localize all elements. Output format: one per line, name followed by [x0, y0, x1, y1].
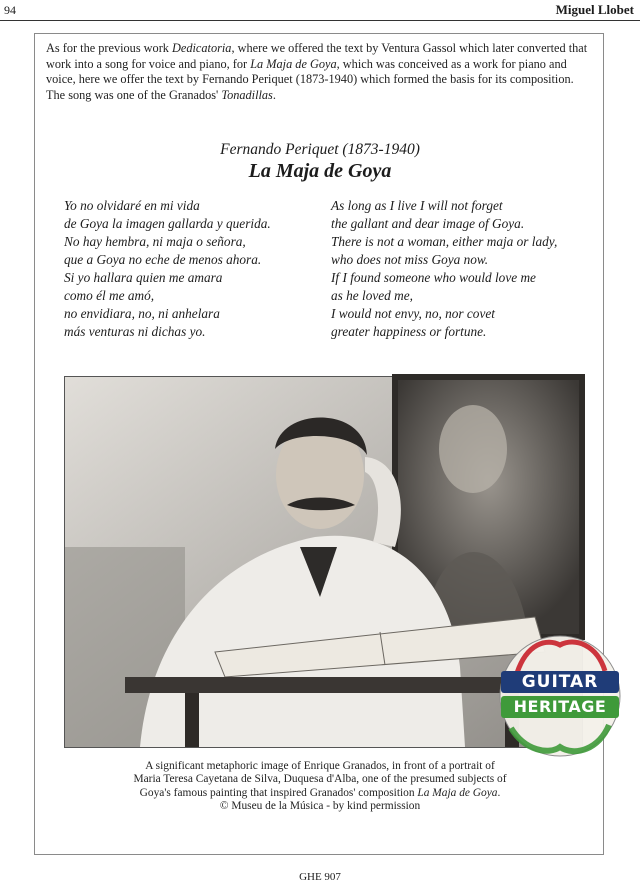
intro-work-dedicatoria: Dedicatoria — [172, 41, 232, 55]
intro-work-maja-de-goya: La Maja de Goya — [250, 56, 337, 71]
header-rule — [0, 20, 640, 21]
spanish-line: de Goya la imagen gallarda y querida. — [64, 216, 271, 231]
intro-text: , where we offered the text by Ventura Gassol which later converted that work into a song for voice and piano, for — [46, 41, 588, 71]
guitar-heritage-stamp — [497, 633, 623, 759]
spanish-line: más venturas ni dichas yo. — [64, 324, 206, 339]
spanish-stanza — [64, 197, 271, 341]
stamp-text-guitar: GUITAR — [521, 672, 599, 692]
english-line: As long as I live I will not forget — [331, 198, 503, 213]
english-line: who does not miss Goya now. — [331, 252, 489, 267]
spanish-line: Yo no olvidaré en mi vida — [64, 198, 200, 213]
english-line: greater happiness or fortune. — [331, 324, 487, 339]
poem-title: La Maja de Goya — [248, 160, 392, 182]
english-line: There is not a woman, either maja or lady, — [331, 234, 558, 249]
caption-work-title: La Maja de Goya — [417, 786, 498, 799]
photo-credit: © Museu de la Música - by kind permission — [219, 799, 421, 812]
stamp-graphic — [497, 633, 623, 759]
english-line: the gallant and dear image of Goya. — [331, 216, 525, 231]
intro-paragraph — [46, 41, 594, 103]
english-line: I would not envy, no, nor covet — [331, 306, 495, 321]
english-line: If I found someone who would love me — [331, 270, 536, 285]
footer-code: GHE 907 — [299, 871, 341, 883]
english-stanza — [331, 197, 557, 341]
page-number: 94 — [4, 3, 16, 17]
caption-line: Maria Teresa Cayetana de Silva, Duquesa d'Alba, one of the presumed subjects of — [133, 773, 507, 786]
english-line: as he loved me, — [331, 288, 413, 303]
spanish-line: Si yo hallara quien me amara — [64, 270, 223, 285]
stamp-text-heritage: HERITAGE — [513, 697, 607, 716]
poet-name: Fernando Periquet (1873-1940) — [220, 141, 420, 158]
intro-text: , which was conceived as a work for piano and voice, here we offer the text by Fernando Periquet (1873-1940) which formed the basis for its composition. The song was one of the Granados' — [46, 56, 574, 102]
poem-heading — [46, 140, 594, 183]
intro-text: As for the previous work — [46, 41, 173, 55]
running-title: Miguel Llobet — [555, 2, 634, 17]
caption-line: A significant metaphoric image of Enrique Granados, in front of a portrait of — [145, 760, 495, 772]
intro-work-tonadillas: Tonadillas — [221, 87, 273, 102]
caption-line: Goya's famous painting that inspired Granados' composition — [139, 786, 418, 799]
spanish-line: No hay hembra, ni maja o señora, — [64, 234, 246, 249]
spanish-line: no envidiara, no, ni anhelara — [64, 306, 220, 321]
caption-line: . — [497, 786, 501, 799]
photo-caption — [80, 760, 560, 813]
granados-photograph — [64, 376, 607, 748]
intro-text: . — [272, 87, 276, 102]
spanish-line: que a Goya no eche de menos ahora. — [64, 252, 262, 267]
spanish-line: como él me amó, — [64, 288, 155, 303]
